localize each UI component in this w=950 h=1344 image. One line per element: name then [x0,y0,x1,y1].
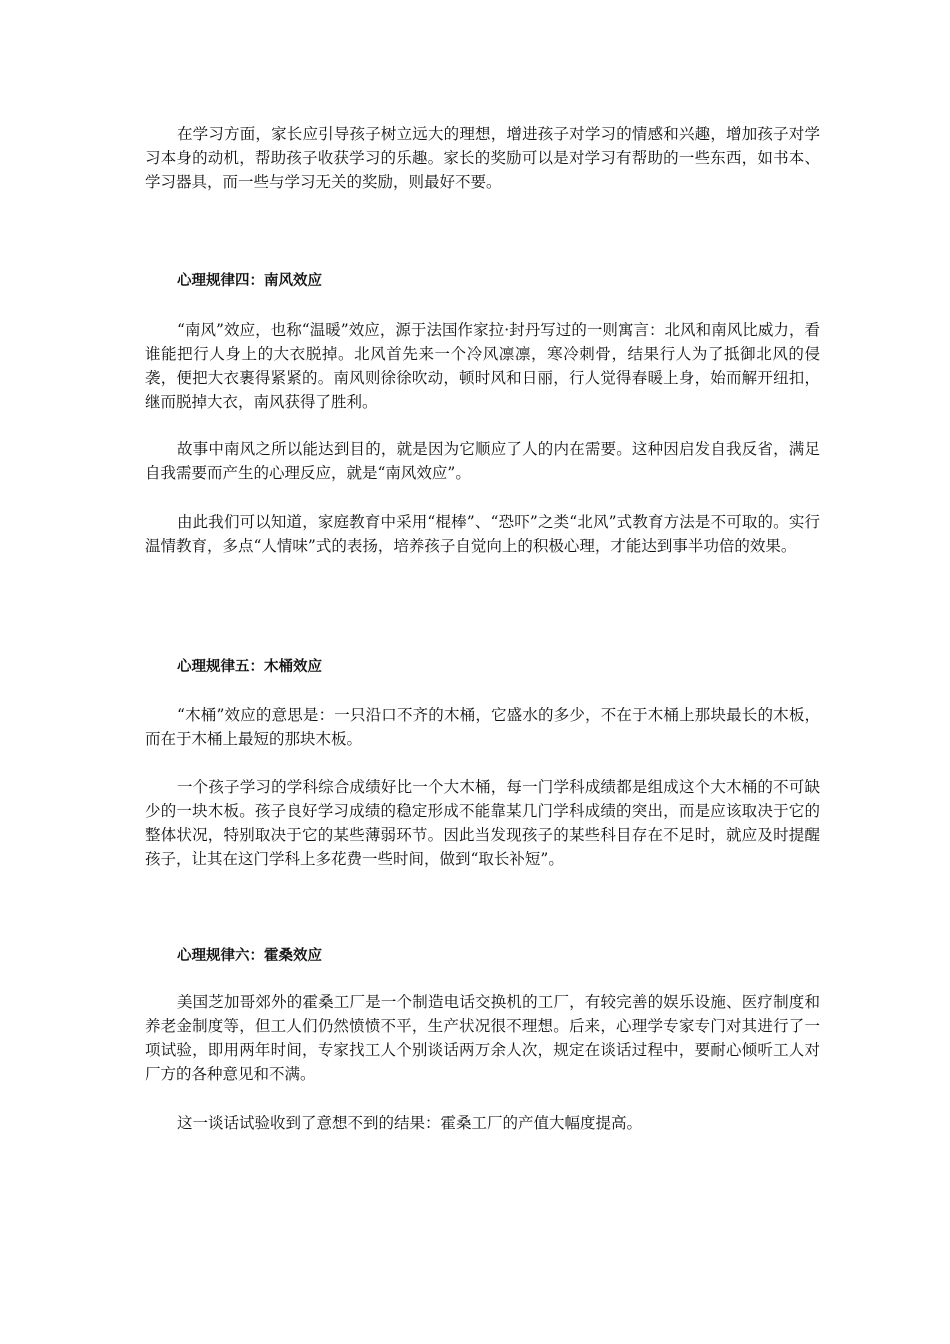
paragraph-south-wind-3: 由此我们可以知道，家庭教育中采用“棍棒”、“恐吓”之类“北风”式教育方法是不可取的。实行温情教育，多点“人情味”式的表扬，培养孩子自觉向上的积极心理，才能达到事半功倍的效果。 [145,513,820,555]
intro-paragraph: 在学习方面，家长应引导孩子树立远大的理想，增进孩子对学习的情感和兴趣，增加孩子对学习本身的动机，帮助孩子收获学习的乐趣。家长的奖励可以是对学习有帮助的一些东西，如书本、学习器具，而一些与学习无关的奖励，则最好不要。 [145,125,820,191]
paragraph-south-wind-1: “南风”效应，也称“温暖”效应，源于法国作家拉·封丹写过的一则寓言：北风和南风比威力，看谁能把行人身上的大衣脱掉。北风首先来一个冷风凛凛，寒冷刺骨，结果行人为了抵御北风的侵袭，便把大衣裹得紧紧的。南风则徐徐吹动，顿时风和日丽，行人觉得春暖上身，始而解开纽扣，继而脱掉大衣，南风获得了胜利。 [145,321,820,411]
paragraph-barrel-2: 一个孩子学习的学科综合成绩好比一个大木桶，每一门学科成绩都是组成这个大木桶的不可缺少的一块木板。孩子良好学习成绩的稳定形成不能靠某几门学科成绩的突出，而是应该取决于它的整体状况，特别取决于它的某些薄弱环节。因此当发现孩子的某些科目存在不足时，就应及时提醒孩子，让其在这门学科上多花费一些时间，做到“取长补短”。 [145,778,820,868]
paragraph-hawthorne-1: 美国芝加哥郊外的霍桑工厂是一个制造电话交换机的工厂，有较完善的娱乐设施、医疗制度和养老金制度等，但工人们仍然愤愤不平，生产状况很不理想。后来，心理学专家专门对其进行了一项试验，即用两年时间，专家找工人个别谈话两万余人次，规定在谈话过程中，要耐心倾听工人对厂方的各种意见和不满。 [145,993,820,1083]
section-heading-hawthorne: 心理规律六：霍桑效应 [177,948,322,964]
document-page [145,0,820,1344]
section-heading-barrel: 心理规律五：木桶效应 [177,659,322,675]
paragraph-barrel-1: “木桶”效应的意思是：一只沿口不齐的木桶，它盛水的多少，不在于木桶上那块最长的木板，而在于木桶上最短的那块木板。 [145,706,820,748]
paragraph-hawthorne-2: 这一谈话试验收到了意想不到的结果：霍桑工厂的产值大幅度提高。 [177,1114,643,1132]
paragraph-south-wind-2: 故事中南风之所以能达到目的，就是因为它顺应了人的内在需要。这种因启发自我反省，满足自我需要而产生的心理反应，就是“南风效应”。 [145,440,820,482]
section-heading-south-wind: 心理规律四：南风效应 [177,273,322,289]
